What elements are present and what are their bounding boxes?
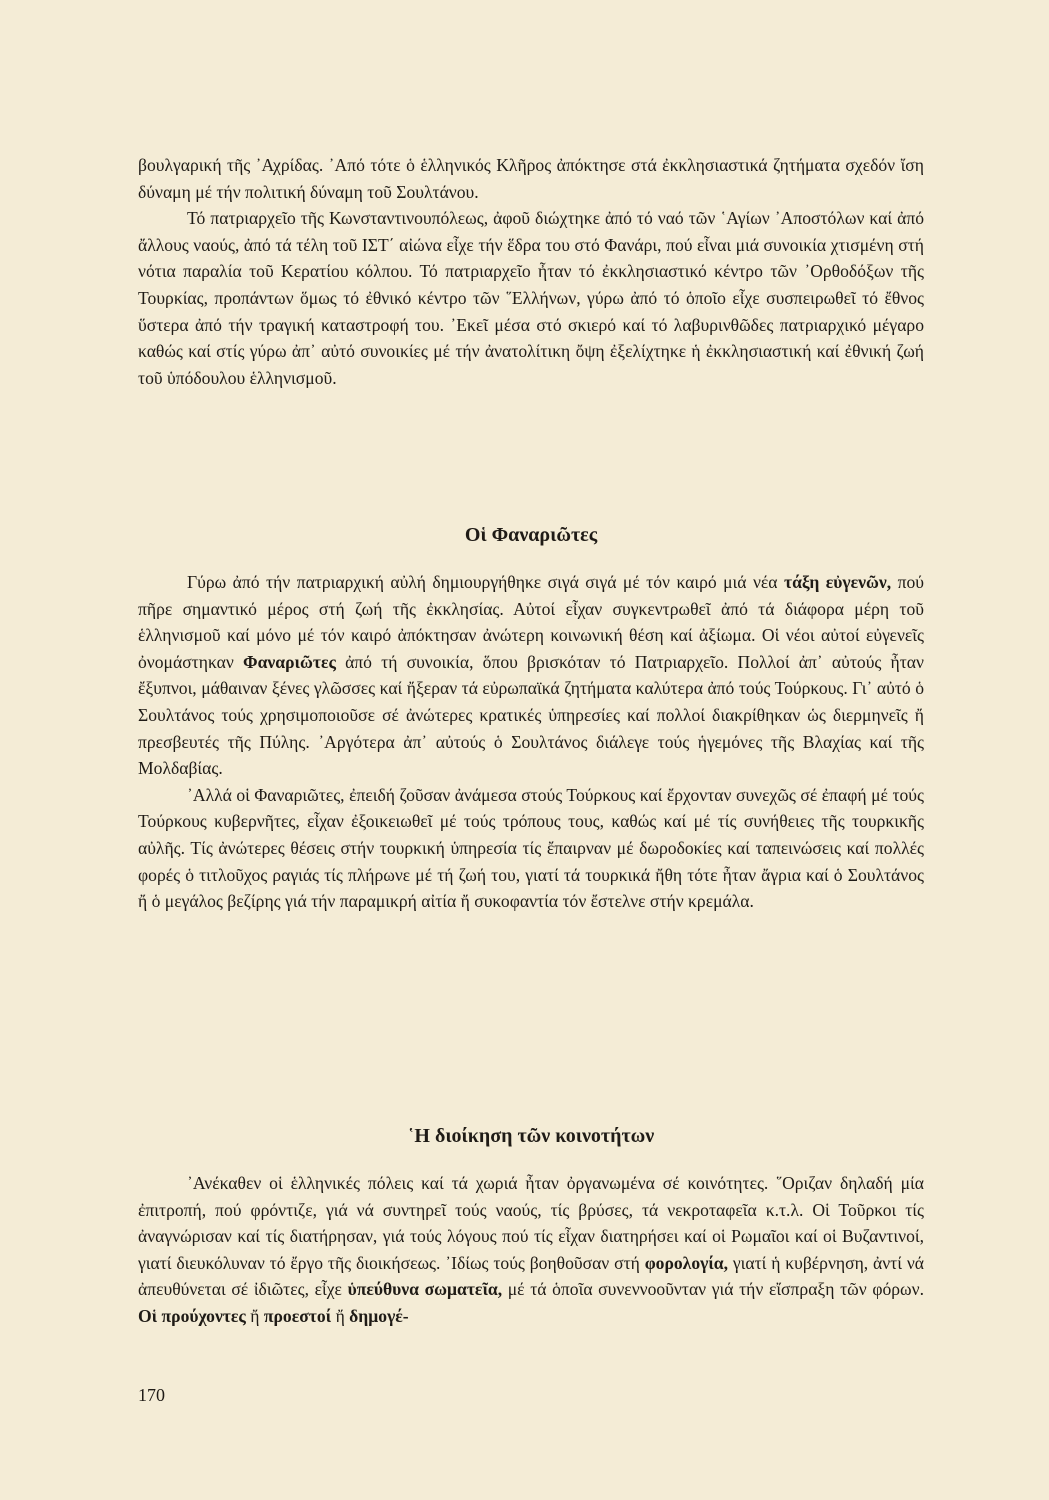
bold-term: Φαναριῶτες	[243, 651, 336, 672]
text-run: μέ τά ὁποῖα συνεννοοῦνταν γιά τήν εἴσπραξη τῶν φόρων.	[502, 1279, 924, 1300]
text-run: Γύρω ἀπό τήν πατριαρχική αὐλή δημιουργήθηκε σιγά σιγά μέ τόν καιρό μιά νέα	[187, 572, 784, 592]
bold-term: φορολογία,	[644, 1252, 729, 1273]
page-number: 170	[138, 1385, 165, 1405]
bold-term: τάξη εὐγενῶν,	[783, 572, 892, 592]
text-run: γιατί ἡ κυβέρνηση, ἀντί νά ἀπευθύνεται σέ ἰδιῶτες, εἶχε	[138, 1252, 924, 1300]
paragraph-continuation: βουλγαρική τῆς ᾿Αχρίδας. ᾿Από τότε ὁ ἑλληνικός Κλῆρος ἀπόκτησε στά ἐκκλησιαστικά ζητήματα σχεδόν ἴση δύναμη μέ τήν πολιτική δύναμη τοῦ Σουλτάνου.	[138, 155, 924, 202]
section-heading-communities: ῾Η διοίκηση τῶν κοινοτήτων	[407, 1125, 655, 1147]
paragraph-ottoman-customs: ᾿Αλλά οἱ Φαναριῶτες, ἐπειδή ζοῦσαν ἀνάμεσα στούς Τούρκους καί ἔρχονταν συνεχῶς σέ ἐπαφή μέ τούς Τούρκους κυβερνῆτες, εἶχαν ἐξοικειωθεῖ μέ τούς τρόπους τους, καθώς καί μέ τίς συνήθειες τῆς τουρκικῆς αὐλῆς. Τίς ἀνώτερες θέσεις στήν τουρκική ὑπηρεσία τίς ἔπαιρναν μέ δωροδοκίες καί ταπεινώσεις καί πολλές φορές ὁ τιτλοῦχος ραγιάς τίς πλήρωνε μέ τή ζωή του, γιατί τά τουρκικά ἤθη τότε ἦταν ἄγρια καί ὁ Σουλτάνος ἤ ὁ μεγάλος βεζίρης γιά τήν παραμικρή αἰτία ἤ συκοφαντία τόν ἔστελνε στήν κρεμάλα.	[138, 784, 924, 912]
text-run: ἤ	[245, 1305, 264, 1326]
paragraph-nobility	[138, 569, 924, 782]
text-run: ᾿Ανέκαθεν οἱ ἑλληνικές πόλεις καί τά χωριά ἦταν ὀργανωμένα σέ κοινότητες. ῞Οριζαν δηλαδή μία ἐπιτροπή, πού φρόντιζε, γιά νά συντηρεῖ τούς ναούς, τίς βρύσες, τά νεκροταφεῖα κ.τ.λ. Οἱ Τοῦρκοι τίς ἀναγνώρισαν καί τίς διατήρησαν, γιά τούς λόγους πού τίς εἶχαν διατηρήσει καί οἱ Ρωμαῖοι καί οἱ Βυζαντινοί, γιατί διευκόλυναν τό ἔργο τῆς διοικήσεως. ᾿Ιδίως τούς βοηθοῦσαν στή	[138, 1173, 924, 1273]
paragraph-patriarchate: Τό πατριαρχεῖο τῆς Κωνσταντινουπόλεως, ἀφοῦ διώχτηκε ἀπό τό ναό τῶν ῾Αγίων ᾿Αποστόλων καί ἀπό ἄλλους ναούς, ἀπό τά τέλη τοῦ ΙΣΤ΄ αἰώνα εἶχε τήν ἕδρα του στό Φανάρι, πού εἶναι μιά συνοικία χτισμένη στή νότια παραλία τοῦ Κερατίου κόλπου. Τό πατριαρχεῖο ἦταν τό ἐκκλησιαστικό κέντρο τῶν ᾿Ορθοδόξων τῆς Τουρκίας, προπάντων ὅμως τό ἐθνικό κέντρο τῶν ῞Ελλήνων, γύρω ἀπό τό ὁποῖο εἶχε συσπειρωθεῖ τό ἔθνος ὕστερα ἀπό τήν τραγική καταστροφή του. ᾿Εκεῖ μέσα στό σκιερό καί τό λαβυρινθῶδες πατριαρχικό μέγαρο καθώς καί στίς γύρω ἀπ᾿ αὐτό συνοικίες μέ τήν ἀνατολίτικη ὄψη ἐξελίχτηκε ἡ ἐκκλησιαστική καί ἐθνική ζωή τοῦ ὑπόδουλου ἑλληνισμοῦ.	[138, 208, 924, 388]
text-run: ἤ	[331, 1305, 350, 1326]
intro-section	[138, 152, 924, 391]
paragraph-communities	[138, 1170, 924, 1330]
bold-term: δημογέ-	[349, 1305, 409, 1326]
text-run: πού πῆρε σημαντικό μέρος στή ζωή τῆς ἐκκλησίας. Αὐτοί εἶχαν συγκεντρωθεῖ ἀπό τά διάφορα μέρη τοῦ ἑλληνισμοῦ καί μόνο μέ τόν καιρό ἀπόκτησαν ἀνώτερη κοινωνική θέση καί ἀξίωμα. Οἱ νέοι αὐτοί εὐγενεῖς ὀνομάστηκαν	[138, 572, 925, 672]
bold-term: προεστοί	[263, 1305, 332, 1326]
communities-section	[138, 1170, 924, 1330]
section-heading-fanariotes: Οἱ Φαναριῶτες	[464, 524, 598, 546]
fanariotes-section	[138, 569, 924, 915]
bold-term: Οἱ προύχοντες	[138, 1305, 246, 1326]
text-run: ἀπό τή συνοικία, ὅπου βρισκόταν τό Πατριαρχεῖο. Πολλοί ἀπ᾿ αὐτούς ἦταν ἔξυπνοι, μάθαιναν ξένες γλῶσσες καί ἤξεραν τά εὐρωπαϊκά ζητήματα καλύτερα ἀπό τούς Τούρκους. Γι᾿ αὐτό ὁ Σουλτάνος τούς χρησιμοποιοῦσε σέ ἀνώτερες κρατικές ὑπηρεσίες καί πολλοί διακρίθηκαν ὡς διερμηνεῖς ἤ πρεσβευτές τῆς Πύλης. ᾿Αργότερα ἀπ᾿ αὐτούς ὁ Σουλτάνος διάλεγε τούς ἡγεμόνες τῆς Βλαχίας καί τῆς Μολδαβίας.	[138, 651, 924, 779]
bold-term: ὑπεύθυνα σωματεῖα,	[347, 1279, 503, 1300]
